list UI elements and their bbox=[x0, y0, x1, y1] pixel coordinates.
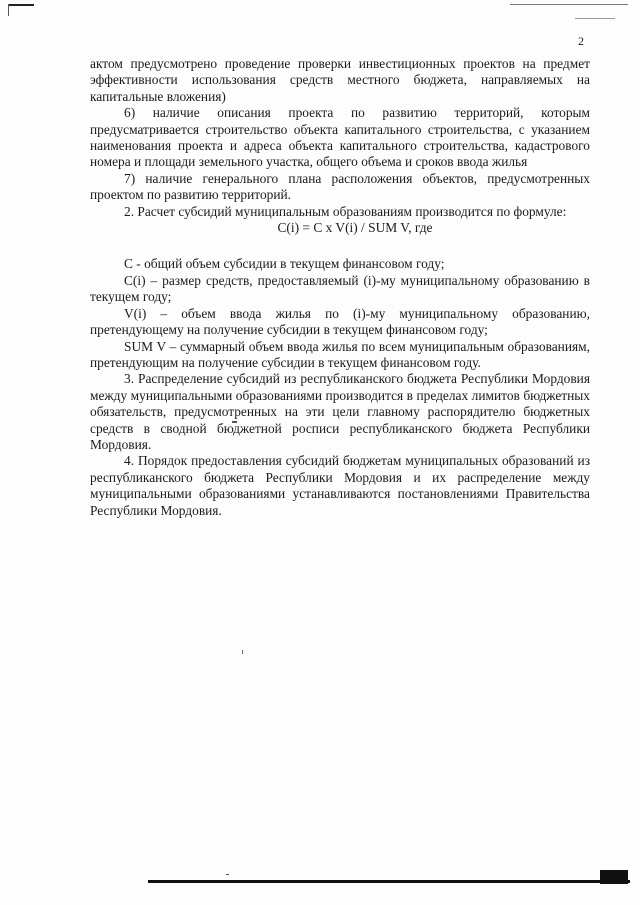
page-number: 2 bbox=[578, 34, 584, 48]
scan-artifact bbox=[148, 880, 630, 883]
paragraph-section-4: 4. Порядок предоставления субсидий бюджетам муниципальных образований из республиканского бюджета Республики Мордовия и их распределение между муниципальными образованиями устанавливаются постановлениями Правительства Республики Мордовия. bbox=[90, 453, 590, 518]
paragraph-item-6: 6) наличие описания проекта по развитию территорий, которым предусматривается строительство объекта капитального строительства, с указанием наименования проекта и адреса объекта капитального строительства, кадастрового номера и площади земельного участка, общего объема и сроков ввода жилья bbox=[90, 105, 590, 170]
spacer bbox=[90, 236, 590, 256]
document-body bbox=[90, 56, 590, 519]
scan-artifact bbox=[242, 650, 243, 654]
definition-c: С - общий объем субсидии в текущем финансовом году; bbox=[124, 256, 445, 272]
formula: C(i) = C x V(i) / SUM V, где bbox=[277, 220, 433, 236]
paragraph-item-7: 7) наличие генерального плана расположения объектов, предусмотренных проектом по развитию территорий. bbox=[90, 170, 590, 203]
scan-artifact bbox=[8, 4, 9, 16]
definition-sum-v: SUM V – суммарный объем ввода жилья по всем муниципальным образованиям, претендующим на получение субсидии в текущем финансовом году. bbox=[90, 338, 590, 370]
paragraph-section-2: 2. Расчет субсидий муниципальным образованиям производится по формуле: bbox=[124, 203, 567, 219]
scan-artifact bbox=[575, 18, 615, 19]
scan-artifact bbox=[226, 874, 229, 875]
scan-artifact bbox=[510, 4, 628, 5]
definition-c-i: C(i) – размер средств, предоставляемый (i)-му муниципальному образованию в текущем году; bbox=[90, 272, 590, 305]
paragraph-section-3: 3. Распределение субсидий из республиканского бюджета Республики Мордовия между муниципальными образованиями производится в пределах лимитов бюджетных обязательств, предусмотренных на эти цели главному распорядителю бюджетных средств в сводной бюджетной росписи республиканского бюджета Республики Мордовия. bbox=[90, 371, 590, 452]
scan-artifact bbox=[600, 870, 628, 884]
definition-v-i: V(i) – объем ввода жилья по (i)-му муниципальному образованию, претендующему на получение субсидии в текущем финансовом году; bbox=[90, 305, 590, 338]
scan-artifact bbox=[8, 4, 34, 6]
paragraph-continuation: актом предусмотрено проведение проверки инвестиционных проектов на предмет эффективности использования средств местного бюджета, направляемых на капитальные вложения) bbox=[90, 56, 590, 104]
